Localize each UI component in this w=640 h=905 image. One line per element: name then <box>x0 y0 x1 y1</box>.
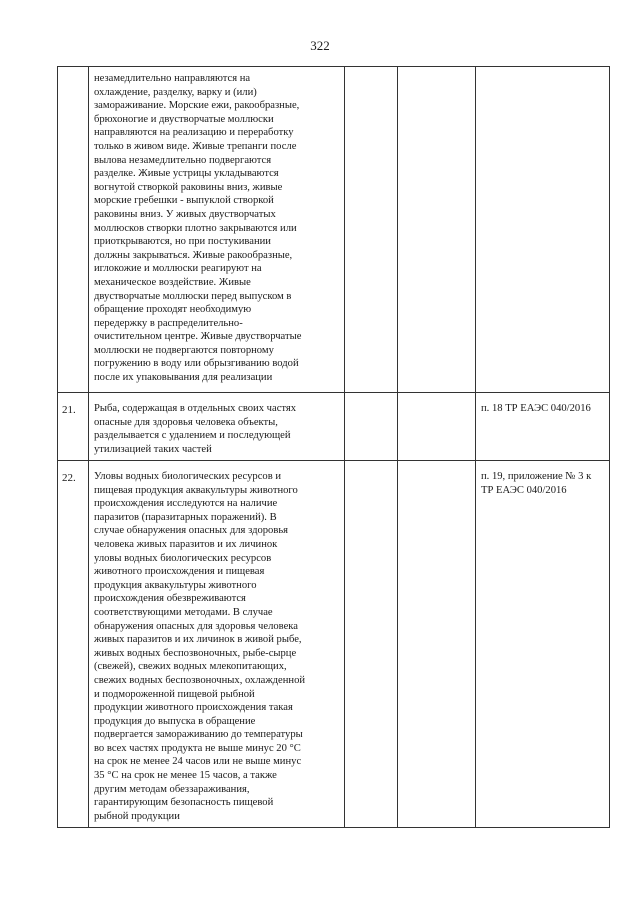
table-border-right <box>609 66 610 828</box>
row-number: 21. <box>62 404 76 416</box>
column-divider <box>88 66 89 828</box>
row-divider <box>57 460 610 461</box>
requirement-text: незамедлительно направляются на охлаждение, разделку, варку и (или) замораживание. Морские ежи, ракообразные, брюхоногие и двустворчатые моллюски направляются на реализацию и переработку только в живом виде. Живые трепанги после вылова незамедлительно подвергаются разделке. Живые устрицы укладываются вогнутой створкой раковины вниз, живые морские гребешки - выпуклой створкой раковины вниз. У живых двустворчатых моллюсков створки плотно закрываются или приоткрываются, но при постукивании должны закрываться. Живые ракообразные, иглокожие и моллюски реагируют на механическое воздействие. Живые двустворчатые моллюски перед выпуском в обращение проходят необходимую передержку в распределительно- очистительном центре. Живые двустворчатые моллюски не подвергаются повторному погружению в воду или обрызгиванию водой после их упаковывания для реализации <box>94 73 302 384</box>
column-divider <box>397 66 398 828</box>
row-divider <box>57 392 610 393</box>
table-border-left <box>57 66 58 828</box>
requirements-table <box>57 66 610 828</box>
row-number: 22. <box>62 472 76 484</box>
column-divider <box>475 66 476 828</box>
reference-text: п. 19, приложение № 3 к ТР ЕАЭС 040/2016 <box>481 471 592 496</box>
table-border-top <box>57 66 610 67</box>
page-number: 322 <box>310 38 330 53</box>
column-divider <box>344 66 345 828</box>
requirement-text: Уловы водных биологических ресурсов и пищевая продукция аквакультуры животного происхождения исследуются на наличие паразитов (паразитарных поражений). В случае обнаружения опасных для здоровья человека живых паразитов и их личинок уловы водных биологических ресурсов животного происхождения и пищевая продукция аквакультуры животного происхождения обезвреживаются соответствующими методами. В случае обнаружения опасных для здоровья человека живых паразитов и их личинок в живой рыбе, живых водных беспозвоночных, рыбе-сырце (свежей), свежих водных млекопитающих, свежих водных беспозвоночных, охлажденной и подмороженной пищевой рыбной продукции животного происхождения такая продукция до выпуска в обращение подвергается замораживанию до температуры во всех частях продукта не выше минус 20 °С на срок не менее 24 часов или не выше минус 35 °С на срок не менее 15 часов, а также другим методам обеззараживания, гарантирующим безопасность пищевой рыбной продукции <box>94 471 306 822</box>
requirement-text: Рыба, содержащая в отдельных своих частях опасные для здоровья человека объекты, разделывается с удалением и последующей утилизацией таких частей <box>94 403 297 455</box>
table-border-bottom <box>57 827 610 828</box>
reference-text: п. 18 ТР ЕАЭС 040/2016 <box>481 403 591 414</box>
